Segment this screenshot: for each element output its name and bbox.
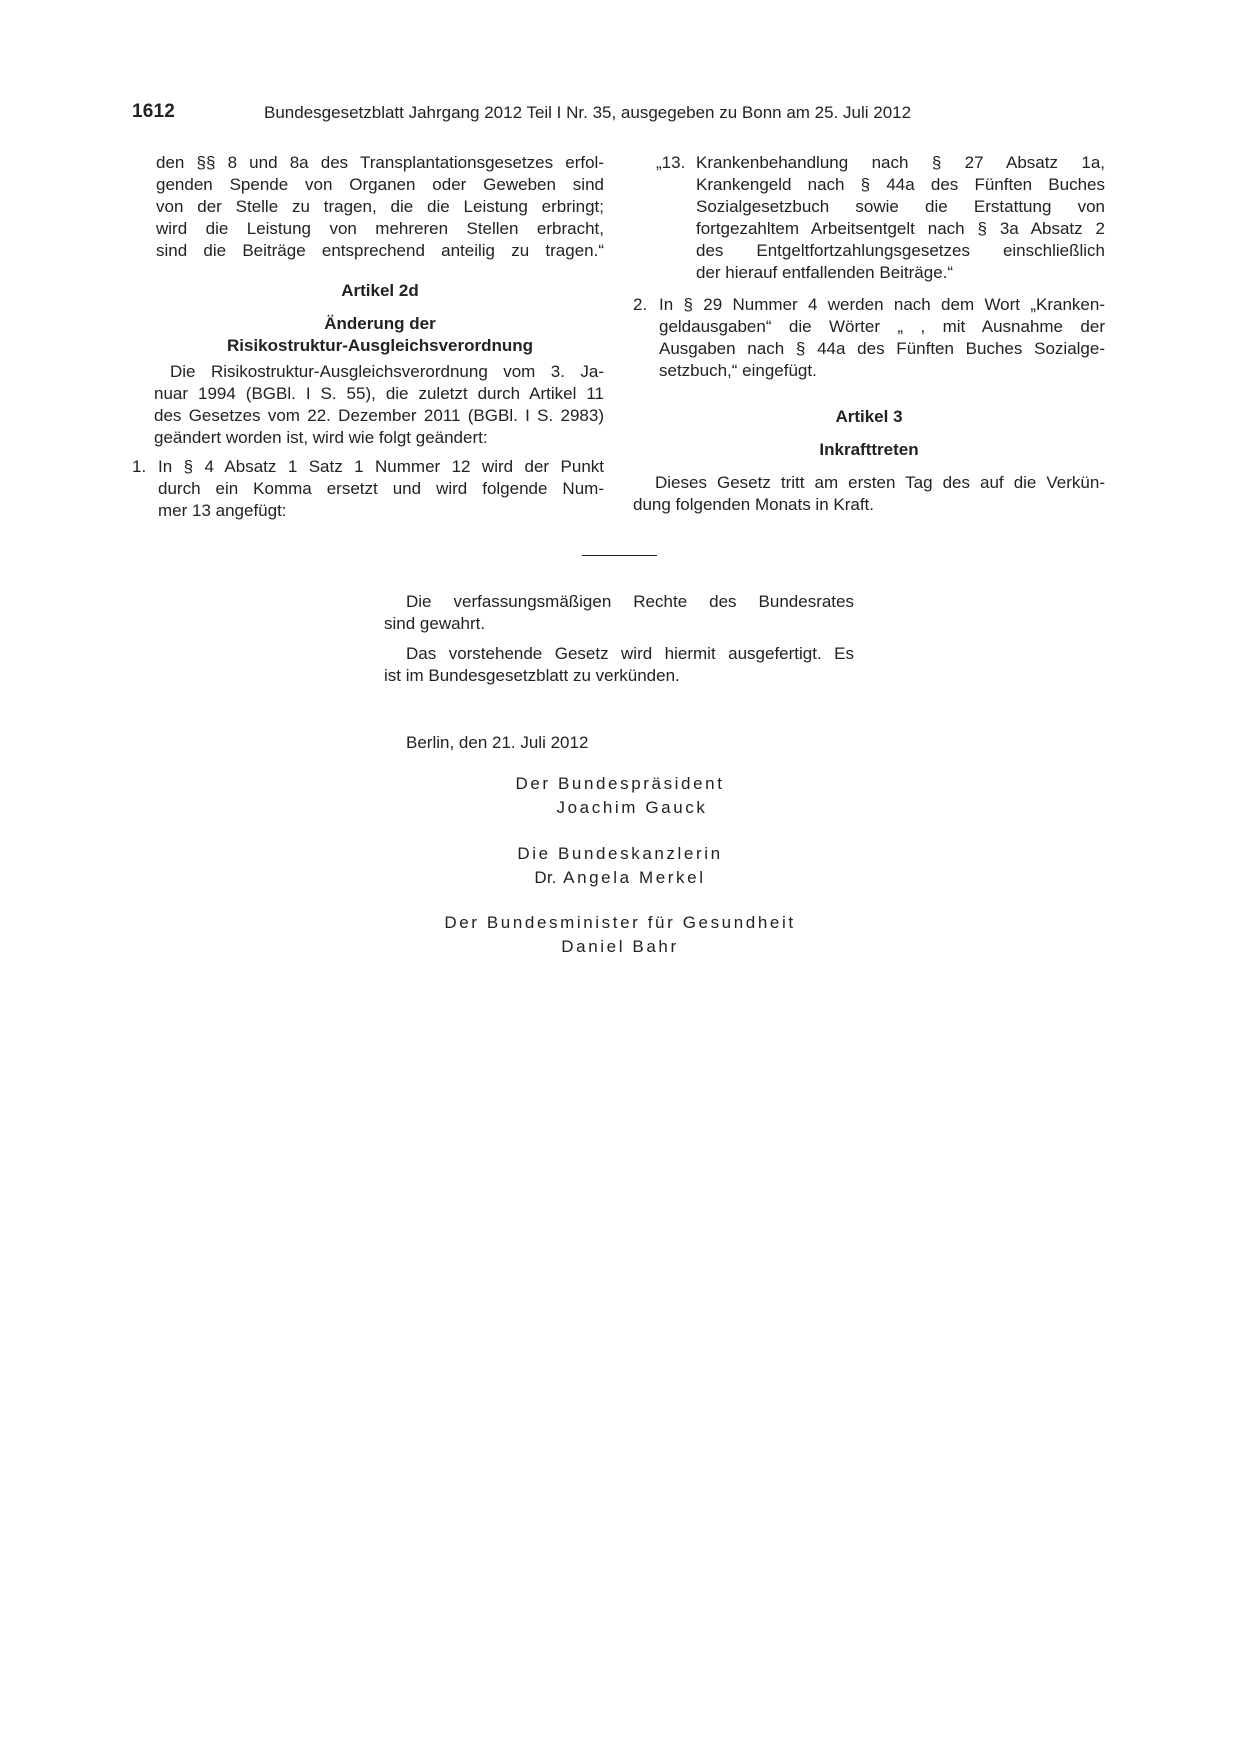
- page-number: 1612: [132, 101, 176, 122]
- signatory-role: Die Bundeskanzlerin: [517, 844, 723, 863]
- text-line: wird die Leistung von mehreren Stellen erbracht,: [156, 219, 604, 238]
- signatory-role: Der Bundespräsident: [515, 774, 725, 793]
- text-line: In § 29 Nummer 4 werden nach dem Wort „Kranken-: [659, 295, 1105, 314]
- text-line: dung folgenden Monats in Kraft.: [633, 495, 874, 514]
- text-line: Krankenbehandlung nach § 27 Absatz 1a,: [696, 153, 1105, 172]
- right-column: [633, 152, 1105, 516]
- text-line: Krankengeld nach § 44a des Fünften Buches: [696, 175, 1105, 194]
- article-3-title: Artikel 3: [835, 407, 903, 426]
- text-line: genden Spende von Organen oder Geweben sind: [156, 175, 604, 194]
- text-line: der hierauf entfallenden Beiträge.“: [696, 263, 954, 282]
- text-line: geändert worden ist, wird wie folgt geändert:: [154, 428, 488, 447]
- text-line: den §§ 8 und 8a des Transplantationsgesetzes erfol-: [156, 153, 604, 172]
- text-line: von der Stelle zu tragen, die die Leistung erbringt;: [156, 197, 604, 216]
- left-column: [132, 152, 604, 522]
- text-line: mer 13 angefügt:: [158, 501, 287, 520]
- list-item: [656, 152, 1105, 284]
- text-line: Die verfassungsmäßigen Rechte des Bundesrates: [406, 592, 854, 611]
- signatory-name: Joachim Gauck: [556, 798, 708, 817]
- text-line: In § 4 Absatz 1 Satz 1 Nummer 12 wird der Punkt: [158, 457, 604, 476]
- text-line: setzbuch,“ eingefügt.: [659, 361, 817, 380]
- place-date: Berlin, den 21. Juli 2012: [406, 733, 589, 752]
- signatory-role: Der Bundesminister für Gesundheit: [444, 913, 796, 932]
- article-2d-subtitle-line2: Risikostruktur-Ausgleichsverordnung: [226, 336, 534, 355]
- text-line: nuar 1994 (BGBl. I S. 55), die zuletzt durch Artikel 11: [154, 384, 604, 403]
- signatory-name: Daniel Bahr: [561, 937, 679, 956]
- running-title: Bundesgesetzblatt Jahrgang 2012 Teil I Nr. 35, ausgegeben zu Bonn am 25. Juli 2012: [264, 103, 912, 122]
- signature-block-president: [420, 772, 820, 820]
- text-line: durch ein Komma ersetzt und wird folgende Num-: [158, 479, 604, 498]
- article-2d-title: Artikel 2d: [341, 281, 419, 300]
- list-item-number: 1.: [132, 457, 147, 476]
- list-item-number: 2.: [633, 295, 648, 314]
- continuation-paragraph: [156, 152, 604, 262]
- list-item: [132, 456, 604, 522]
- article-2d-subtitle-line1: Änderung der: [324, 314, 436, 333]
- signature-block-chancellor: [420, 842, 820, 890]
- signatory-name: Angela Merkel: [563, 868, 706, 887]
- text-line: sind die Beiträge entsprechend anteilig zu tragen.“: [156, 241, 604, 260]
- text-line: Das vorstehende Gesetz wird hiermit ausgefertigt. Es: [406, 644, 854, 663]
- text-line: Ausgaben nach § 44a des Fünften Buches Sozialge-: [659, 339, 1105, 358]
- text-line: sind gewahrt.: [384, 614, 486, 633]
- text-line: Dieses Gesetz tritt am ersten Tag des auf die Verkün-: [655, 473, 1105, 492]
- article-3-text: [633, 472, 1105, 516]
- text-line: Sozialgesetzbuch sowie die Erstattung von: [696, 197, 1105, 216]
- text-line: des Entgeltfortzahlungsgesetzes einschließlich: [696, 241, 1105, 260]
- signature-block-health-minister: [370, 911, 870, 959]
- text-line: Die Risikostruktur-Ausgleichsverordnung vom 3. Ja-: [170, 362, 604, 381]
- separator-rule: [582, 555, 657, 556]
- article-2d-intro: [154, 361, 604, 449]
- article-3-subtitle: Inkrafttreten: [819, 440, 919, 459]
- text-line: ist im Bundesgesetzblatt zu verkünden.: [384, 666, 680, 685]
- text-line: des Gesetzes vom 22. Dezember 2011 (BGBl. I S. 2983): [154, 406, 604, 425]
- signatory-name-prefix: Dr.: [534, 868, 557, 887]
- list-item: [633, 294, 1105, 382]
- promulgation-paragraph: [384, 643, 854, 687]
- list-item-number: „13.: [656, 153, 686, 172]
- text-line: fortgezahltem Arbeitsentgelt nach § 3a Absatz 2: [696, 219, 1105, 238]
- signatory-name-row: [420, 866, 820, 890]
- rights-paragraph: [384, 591, 854, 635]
- text-line: geldausgaben“ die Wörter „ , mit Ausnahme der: [659, 317, 1105, 336]
